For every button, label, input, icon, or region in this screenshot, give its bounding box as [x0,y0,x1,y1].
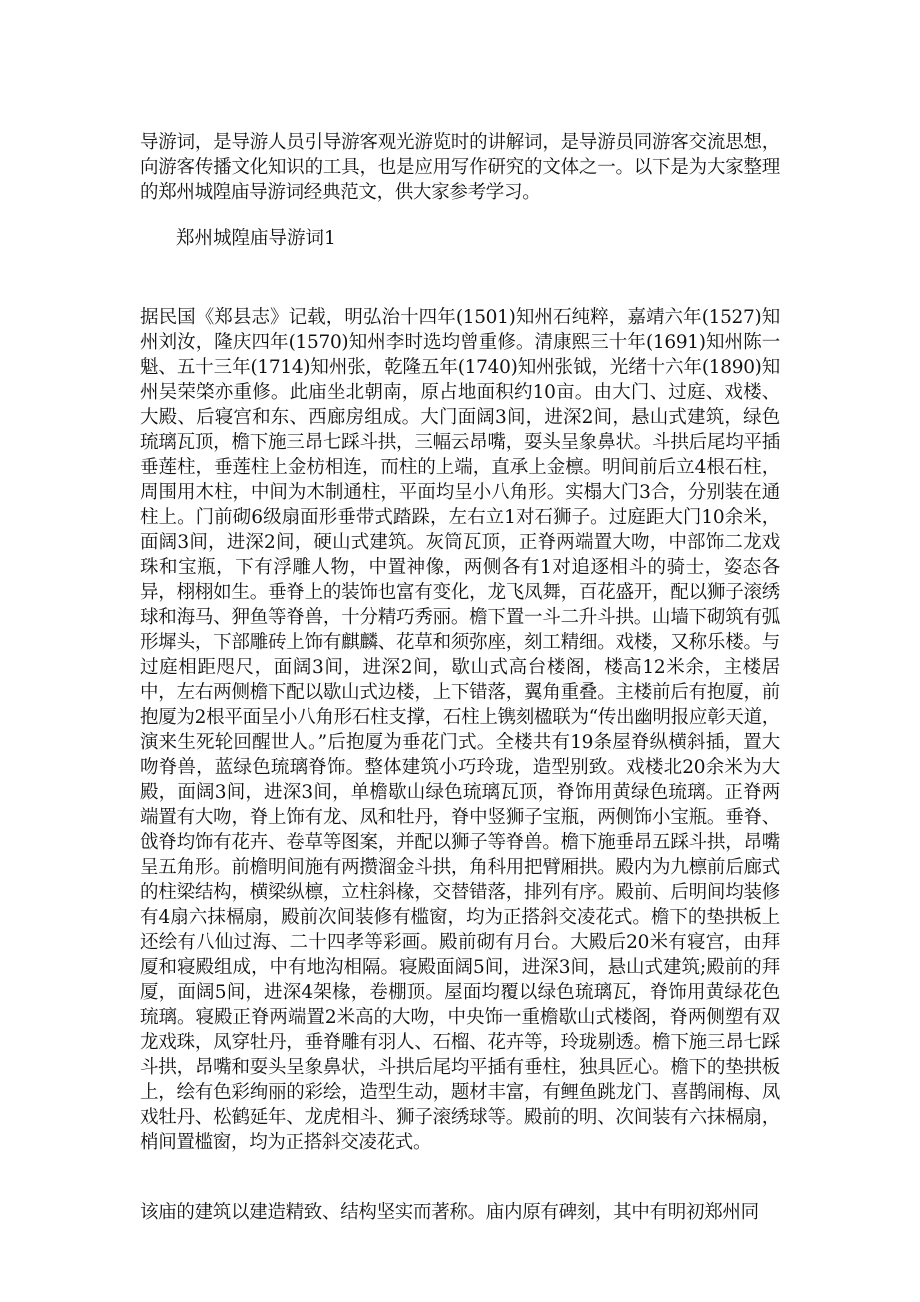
body-paragraph-2: 该庙的建筑以建造精致、结构坚实而著称。庙内原有碑刻，其中有明初郑州同 [140,1202,759,1223]
intro-paragraph: 导游词，是导游人员引导游客观光游览时的讲解词，是导游员同游客交流思想，向游客传播文化知识的工具，也是应用写作研究的文体之一。以下是为大家整理的郑州城隍庙导游词经典范文，供大家参考学习。 [140,132,780,203]
section-subtitle: 郑州城隍庙导游词1 [176,228,336,249]
body-paragraph-1: 据民国《郑县志》记载，明弘治十四年(1501)知州石纯粹，嘉靖六年(1527)知州刘汝，隆庆四年(1570)知州李时选均曾重修。清康熙三十年(1691)知州陈一魁、五十三年(1714)知州张，乾隆五年(1740)知州张钺，光绪十六年(1890)知州吴荣棨亦重修。此庙坐北朝南，原占地面积约10亩。由大门、过庭、戏楼、大殿、后寝宫和东、西廊房组成。大门面阔3间，进深2间，悬山式建筑，绿色琉璃瓦顶，檐下施三昂七踩斗拱，三幅云昂嘴，耍头呈象鼻状。斗拱后尾均平插垂莲柱，垂莲柱上金枋相连，而柱的上端，直承上金檩。明间前后立4根石柱，周围用木柱，中间为木制通柱，平面均呈小八角形。实榻大门3合，分别装在通柱上。门前砌6级扇面形垂带式踏跺，左右立1对石狮子。过庭距大门10余米，面阔3间，进深2间，硬山式建筑。灰筒瓦顶，正脊两端置大吻，中部饰二龙戏珠和宝瓶，下有浮雕人物，中置神像，两侧各有1对追逐相斗的骑士，姿态各异，栩栩如生。垂脊上的装饰也富有变化，龙飞凤舞，百花盛开，配以狮子滚绣球和海马、狎鱼等脊兽，十分精巧秀丽。檐下置一斗二升斗拱。山墙下砌筑有弧形墀头，下部雕砖上饰有麒麟、花草和须弥座，刻工精细。戏楼，又称乐楼。与过庭相距咫尺，面阔3间，进深2间，歇山式高台楼阁，楼高12米余，主楼居中，左右两侧檐下配以歇山式边楼，上下错落，翼角重叠。主楼前后有抱厦，前抱厦为2根平面呈小八角形石柱支撑，石柱上镌刻楹联为“传出幽明报应彰天道，演来生死轮回醒世人。”后抱厦为垂花门式。全楼共有19条屋脊纵横斜插，置大吻脊兽，蓝绿色琉璃脊饰。整体建筑小巧玲珑，造型别致。戏楼北20余米为大殿，面阔3间，进深3间，单檐歇山绿色琉璃瓦顶，脊饰用黄绿色琉璃。正脊两端置有大吻，脊上饰有龙、凤和牡丹，脊中竖狮子宝瓶，两侧饰小宝瓶。垂脊、戗脊均饰有花卉、卷草等图案，并配以狮子等脊兽。檐下施垂昂五踩斗拱，昂嘴呈五角形。前檐明间施有两攒溜金斗拱，角科用把臂厢拱。殿内为九檩前后廊式的柱梁结构，横梁纵檩，立柱斜椽，交替错落，排列有序。殿前、后明间均装修有4扇六抹槅扇，殿前次间装修有槛窗，均为正搭斜交凌花式。檐下的垫拱板上还绘有八仙过海、二十四孝等彩画。殿前砌有月台。大殿后20米有寝宫，由拜厦和寝殿组成，中有地沟相隔。寝殿面阔5间，进深3间，悬山式建筑;殿前的拜厦，面阔5间，进深4架椽，卷棚顶。屋面均覆以绿色琉璃瓦，脊饰用黄绿花色琉璃。寝殿正脊两端置2米高的大吻，中央饰一重檐歇山式楼阁，脊两侧塑有双龙戏珠，凤穿牡丹，垂脊雕有羽人、石榴、花卉等，玲珑剔透。檐下施三昂七踩斗拱，昂嘴和耍头呈象鼻状，斗拱后尾均平插有垂柱，独具匠心。檐下的垫拱板上，绘有色彩绚丽的彩绘，造型生动，题材丰富，有鲤鱼跳龙门、喜鹊闹梅、凤戏牡丹、松鹤延年、龙虎相斗、狮子滚绣球等。殿前的明、次间装有六抹槅扇，梢间置槛窗，均为正搭斜交凌花式。 [140,307,780,1153]
document-page [140,130,780,1225]
